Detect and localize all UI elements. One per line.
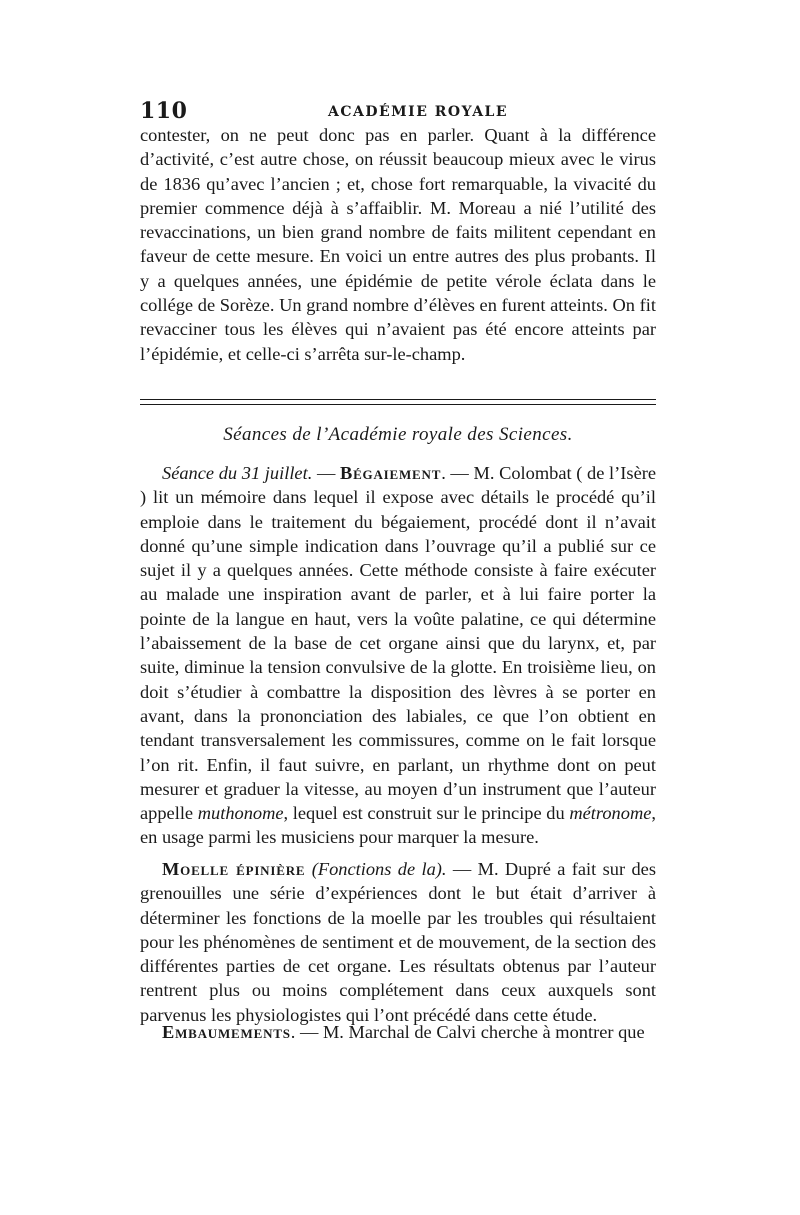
section-title: Séances de l’Académie royale des Sciences.: [223, 424, 573, 445]
paragraph-text: , lequel est construit sur le principe du: [283, 803, 570, 824]
dash: —: [312, 463, 341, 483]
term-muthonome: muthonome: [197, 803, 284, 824]
topic-subheading: (Fonctions de la).: [305, 859, 447, 879]
paragraph-text: , en usage parmi les musiciens pour marquer la mesure.: [140, 803, 656, 848]
dash: . —: [441, 463, 474, 483]
session-date: Séance du 31 juillet.: [162, 463, 313, 483]
page-number: 110: [140, 98, 188, 124]
paragraph-body: [140, 1020, 656, 1044]
topic-heading: Bégaiement: [340, 463, 442, 483]
paragraph-body: [140, 857, 656, 1027]
topic-heading: Moelle épinière: [162, 859, 306, 879]
term-metronome: métronome: [569, 803, 652, 824]
topic-heading: Embaumements: [162, 1022, 291, 1042]
section-divider-bottom: [140, 404, 656, 405]
paragraph-text: . — M. Marchal de Calvi cherche à montrer que: [290, 1022, 645, 1042]
section-divider-top: [140, 399, 656, 400]
paragraph-moelle-epiniere: [140, 857, 656, 1027]
paragraph-body: [140, 461, 656, 850]
paragraph-text: M. Colombat ( de l’Isère ) lit un mémoire dans lequel il expose avec détails le procédé qu’il emploie dans le traitement du bégaiement, procédé dont il n’avait donné qu’une simple indication dans l’ouvrage qu’il a publié sur ce sujet il y a quelques années. Cette méthode consiste à faire exécuter au malade une inspiration avant de parler, et à lui faire porter la pointe de la langue en haut, vers la voûte palatine, ce qui détermine l’abaissement de la base de cet organe ainsi que du larynx, et, par suite, diminue la tension convulsive de la glotte. En troisième lieu, on doit s’étudier à combattre la disposition des lèvres à se porter en avant, dans la prononciation des labiales, ce que l’on obtient en tendant transversalement les commissures, comme on le fait lorsque l’on rit. Enfin, il faut suivre, en parlant, un rhythme dont on peut mesurer et graduer la vitesse, au moyen d’un instrument que l’auteur appelle: [140, 463, 657, 824]
paragraph-text: contester, on ne peut donc pas en parler. Quant à la différence d’activité, c’est autre chose, on réussit beaucoup mieux avec le virus de 1836 qu’avec l’ancien ; et, chose fort remarquable, la vivacité du premier commence déjà à s’affaiblir. M. Moreau a nié l’utilité des revaccinations, un bien grand nombre de faits militent cependant en faveur de cette mesure. En voici un entre autres des plus probants. Il y a quelques années, une épidémie de petite vérole éclata dans le collége de Sorèze. Un grand nombre d’élèves en furent atteints. On fit revacciner tous les élèves qui n’avaient pas été encore atteints par l’épidémie, et celle-ci s’arrêta sur-le-champ.: [140, 125, 656, 364]
running-head: ACADÉMIE ROYALE: [328, 104, 509, 120]
paragraph-embaumements: [140, 1020, 656, 1044]
paragraph-revaccination: [140, 123, 656, 366]
paragraph-text: — M. Dupré a fait sur des grenouilles une série d’expériences dont le but était d’arriver à déterminer les fonctions de la moelle par les troubles qui résultaient pour les phénomènes de sentiment et de mouvement, de la section des différentes parties de cet organe. Les résultats obtenus par l’auteur rentrent plus ou moins complétement dans ceux auxquels sont parvenus les physiologistes qui l’ont précédé dans cette étude.: [140, 859, 656, 1025]
paragraph-begaiement: [140, 461, 656, 850]
page-header: [140, 98, 656, 124]
